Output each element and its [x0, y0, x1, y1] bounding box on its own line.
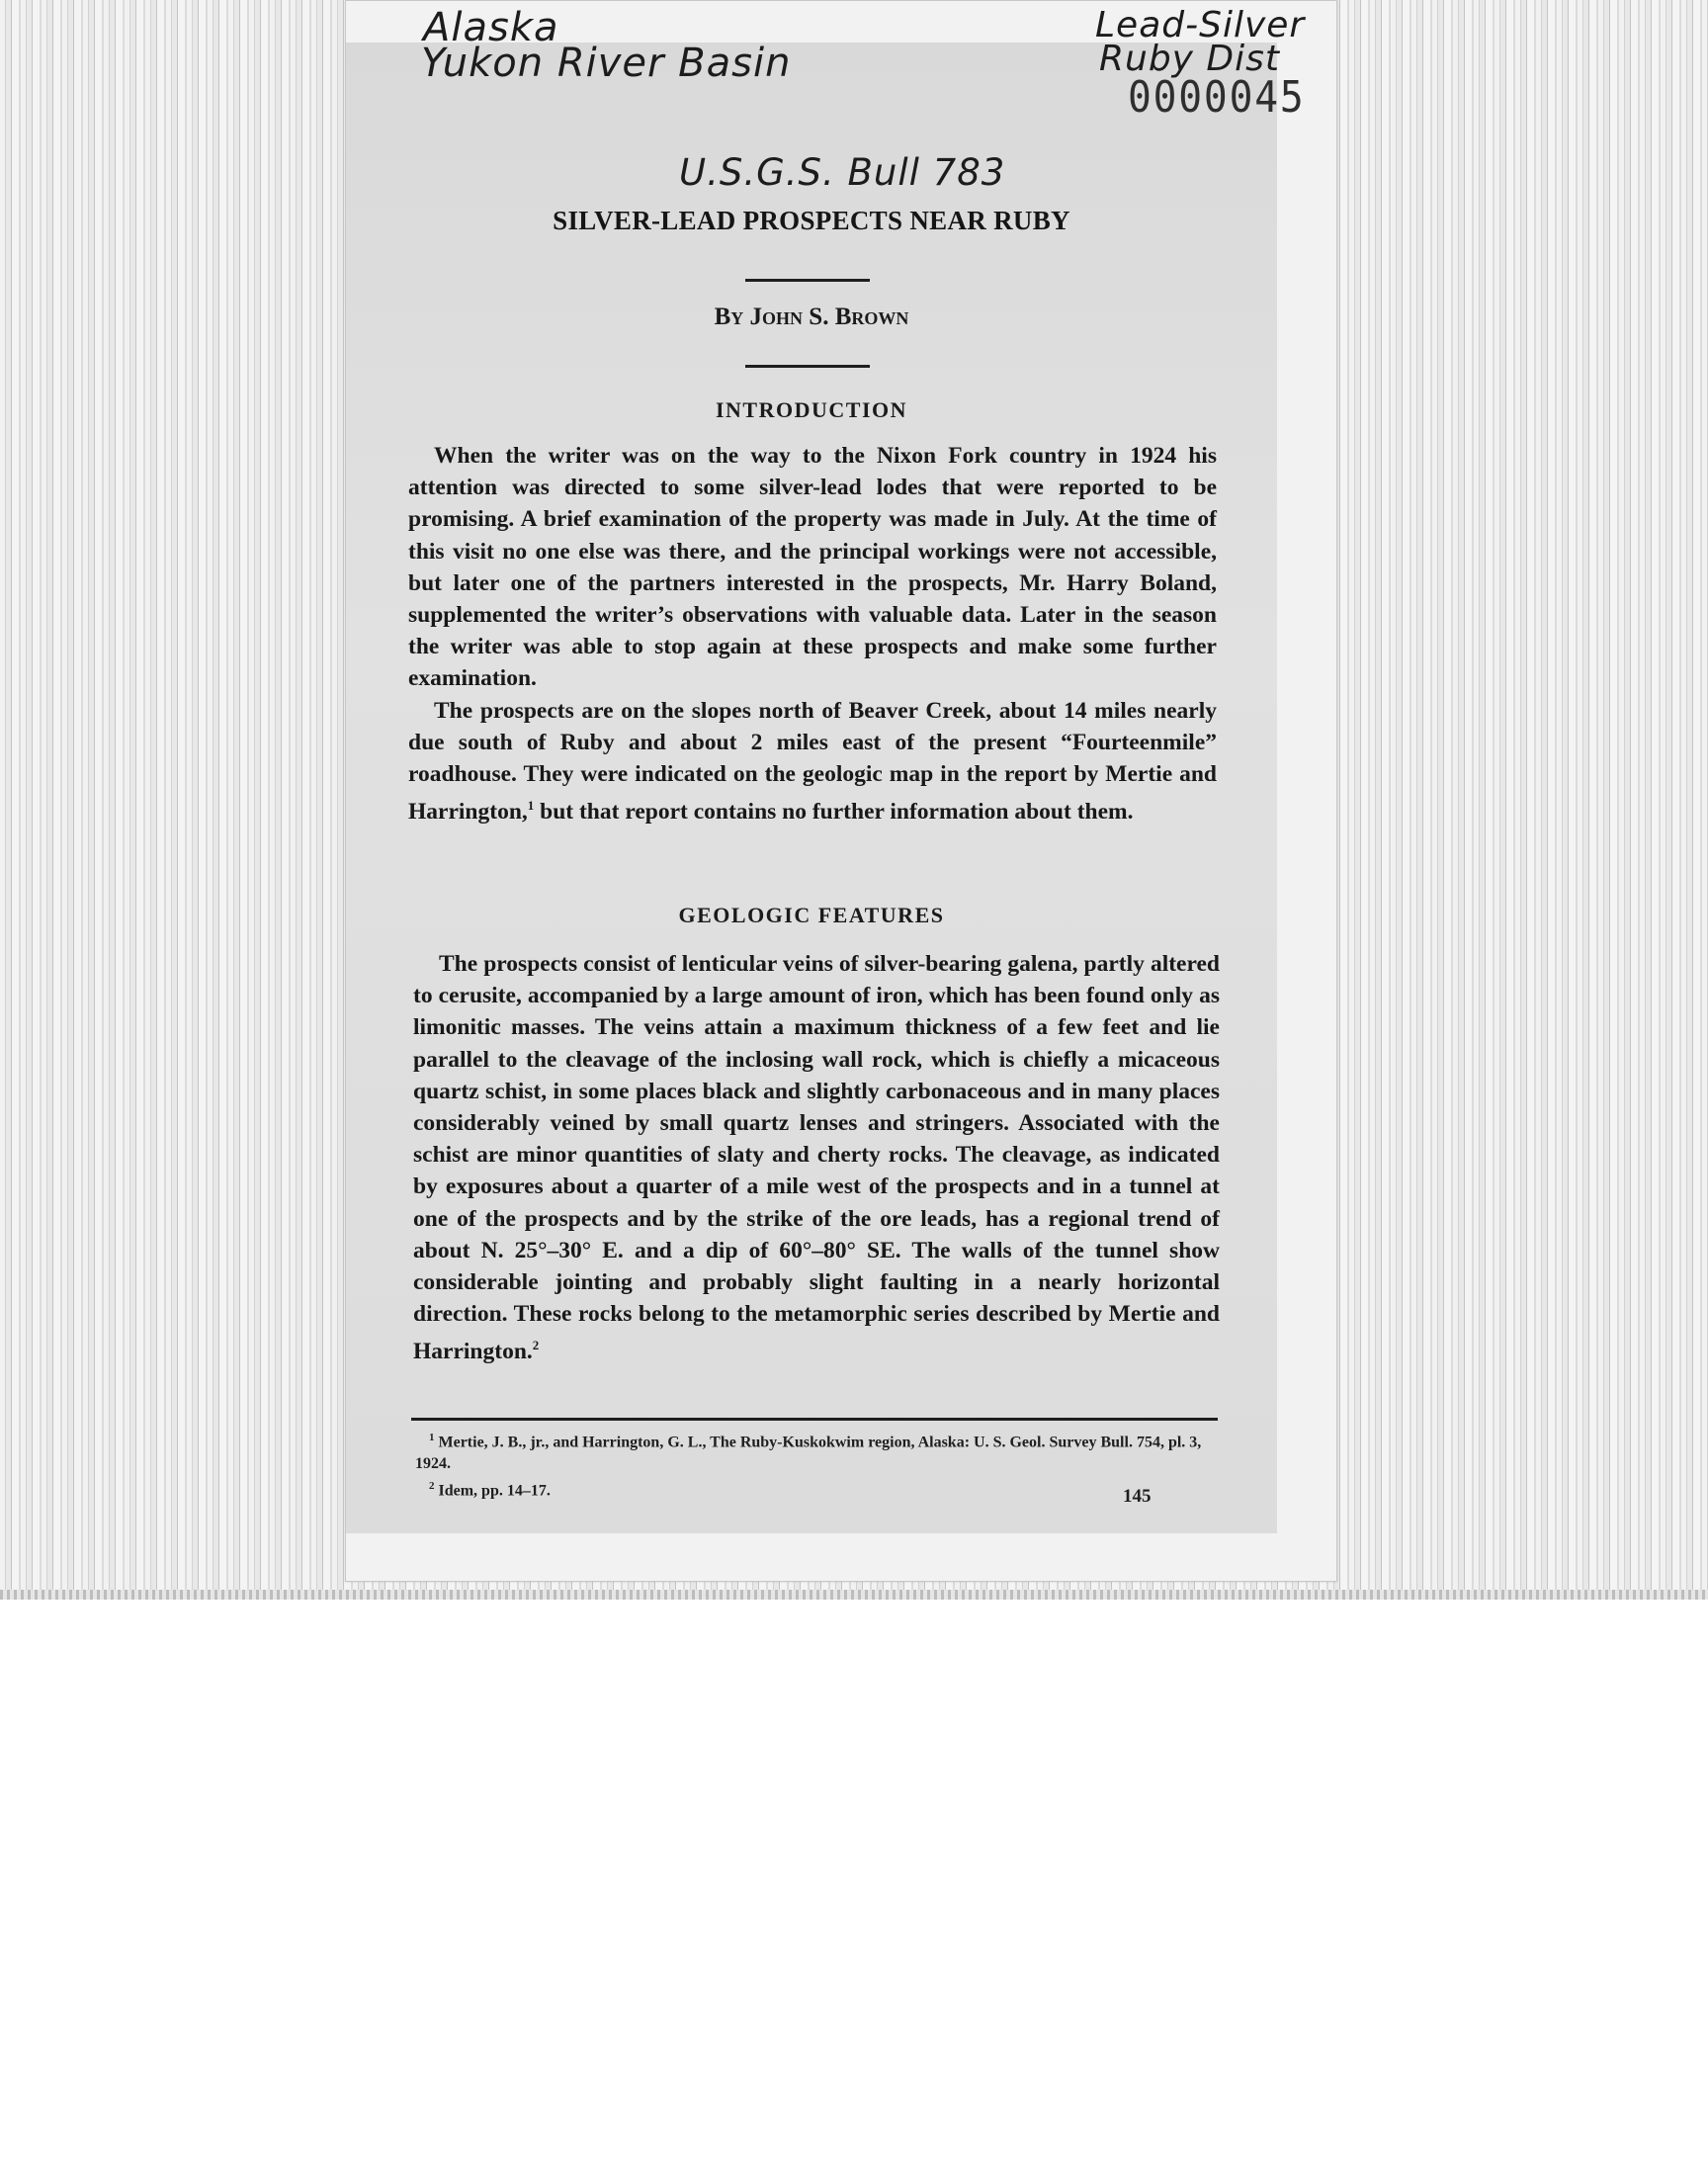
handwritten-commodity: Lead-Silver	[1095, 5, 1306, 45]
handwritten-state: Alaska	[423, 5, 559, 50]
footnote-1	[415, 1427, 1218, 1475]
intro-paragraph-2-part-2: but that report contains no further information about them.	[540, 799, 1134, 826]
handwritten-district: Ruby Dist	[1099, 39, 1281, 79]
stamp-number: 0000045	[1128, 72, 1306, 123]
intro-paragraph-1: When the writer was on the way to the Nixon Fork country in 1924 his attention was directed to some silver-lead lodes that were reported to be promising. A brief examination of the property was made in July. At the time of this visit no one else was there, and the principal workings were not accessible, but later one of the partners interested in the prospects, Mr. Harry Boland, supplemented the writer’s observations with valuable data. Later in the season the writer was able to stop again at these prospects and make some further examination.	[408, 443, 1217, 692]
footnote-1-text: Mertie, J. B., jr., and Harrington, G. L., The Ruby-Kuskokwim region, Alaska: U. S. Geol. Survey Bull. 754, pl. 3, 1924.	[415, 1434, 1202, 1473]
geology-paragraph-1-text: The prospects consist of lenticular veins of silver-bearing galena, partly altered to cerusite, accompanied by a large amount of iron, which has been found only as limonitic masses. The veins attain a maximum thickness of a few feet and lie parallel to the cleavage of the inclosing wall rock, which is chiefly a micaceous quartz schist, in some places black and slightly carbonaceous and in many places considerably veined by small quartz lenses and stringers. Associated with the schist are minor quantities of slaty and cherty rocks. The cleavage, as indicated by exposures about a quarter of a mile west of the prospects and in a tunnel at one of the prospects and by the strike of the ore leads, has a regional trend of about N. 25°–30° E. and a dip of 60°–80° SE. The walls of the tunnel show considerable jointing and probably slight faulting in a nearly horizontal direction. These rocks belong to the metamorphic series described by Mertie and Harrington.	[413, 951, 1220, 1365]
geologic-features-text	[413, 948, 1220, 1367]
footnote-rule	[411, 1418, 1218, 1421]
footnote-2-text: Idem, pp. 14–17.	[438, 1482, 551, 1500]
section-heading-geologic-features: GEOLOGIC FEATURES	[678, 903, 945, 927]
footnotes	[415, 1427, 1218, 1503]
section-heading-introduction: INTRODUCTION	[715, 397, 908, 422]
document-page	[346, 43, 1277, 1533]
footnote-1-marker: 1	[429, 1432, 435, 1443]
document-title: SILVER-LEAD PROSPECTS NEAR RUBY	[553, 206, 1070, 235]
handwritten-basin: Yukon River Basin	[421, 41, 792, 86]
footnote-2-marker: 2	[429, 1480, 435, 1493]
document-card	[345, 0, 1337, 1582]
geology-paragraph-1	[413, 948, 1220, 1367]
author-byline: By John S. Brown	[714, 304, 909, 330]
introduction-text	[408, 440, 1217, 827]
footnote-ref-2: 2	[532, 1338, 540, 1353]
byline-rule	[745, 365, 870, 368]
footnote-2	[415, 1475, 1218, 1502]
intro-paragraph-2	[408, 695, 1217, 828]
page-number: 145	[1123, 1486, 1152, 1507]
intro-paragraph-2-part-1: The prospects are on the slopes north of Beaver Creek, about 14 miles nearly due south of Ruby and about 2 miles east of the present “Fourteenmile” roadhouse. They were indicated on the geologic map in the report by Mertie and Harrington,	[408, 697, 1217, 826]
handwritten-bulletin-ref: U.S.G.S. Bull 783	[679, 151, 1006, 194]
title-rule	[745, 279, 870, 282]
footnote-ref-1: 1	[527, 798, 535, 814]
